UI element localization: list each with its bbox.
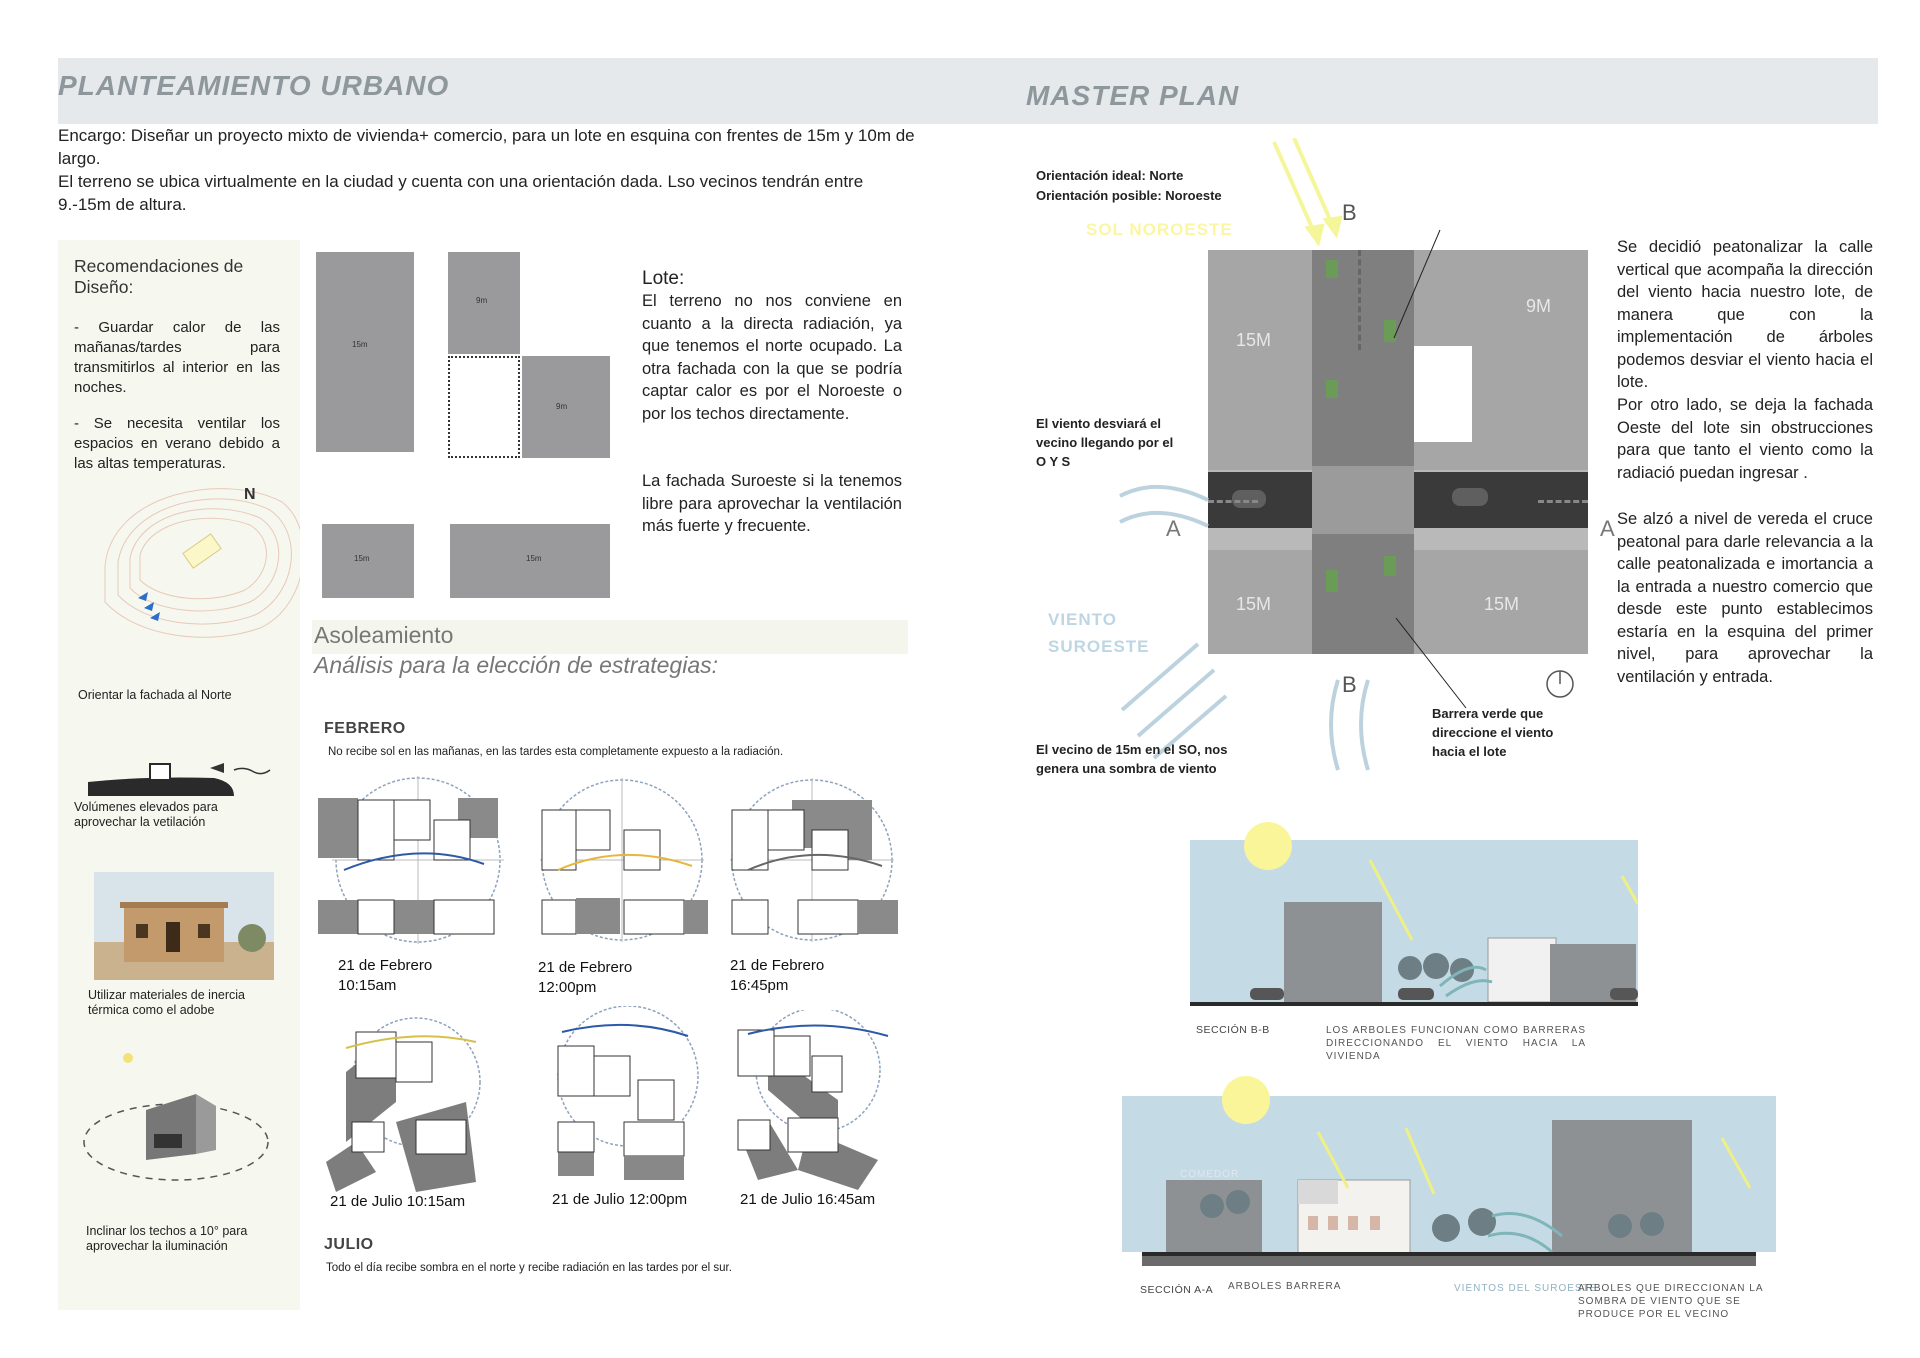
block-tr-height: 9M xyxy=(1526,296,1552,316)
wind-deflect-note: El viento desviará el vecino llegando por el O Y S xyxy=(1036,416,1174,469)
green-barrier-note: Barrera verde que direccione el viento hacia el lote xyxy=(1432,706,1554,759)
jul-note: Todo el día recibe sombra en el norte y recibe radiación en las tardes por el sur. xyxy=(326,1262,732,1274)
lote-paragraph-1: El terreno no nos conviene en cuanto a la directa radiación, ya que tenemos el norte ocupado. La otra fachada con la que se podría captar calor es por el Noroeste o por los techos directamente. xyxy=(642,292,902,423)
asoleamiento-subtitle: Análisis para la elección de estrategias: xyxy=(314,652,719,678)
lote-title: Lote: xyxy=(642,268,685,289)
wind-label-line-2: SUROESTE xyxy=(1048,637,1150,656)
orientation-sketch xyxy=(60,480,300,640)
tree-icon xyxy=(1326,380,1338,398)
sun-diagram-feb-1200 xyxy=(532,770,722,950)
orientation-possible: Orientación posible: Noroeste xyxy=(1036,188,1222,203)
sun-diagram-jul-1015 xyxy=(316,1012,506,1192)
intro-line-2: El terreno se ubica virtualmente en la ciudad y cuenta con una orientación dada. Lso vecinos tendrán entre 9.-15m de altura. xyxy=(58,172,864,214)
section-aa-trees: ARBOLES BARRERA xyxy=(1228,1281,1342,1292)
north-label: N xyxy=(244,486,256,503)
lot-e-label: 15m xyxy=(526,554,542,563)
wind-label-line-1: VIENTO xyxy=(1048,610,1117,629)
lot-b-label: 9m xyxy=(476,296,488,305)
lot-d xyxy=(322,524,414,598)
cut-a-right: A xyxy=(1600,516,1615,541)
date-jul-1645: 21 de Julio 16:45am xyxy=(740,1191,876,1208)
block-br-height: 15M xyxy=(1484,594,1520,614)
cut-a-left: A xyxy=(1166,516,1181,541)
lote-paragraph-2: La fachada Suroeste si la tenemos libre para aprovechar la ventilación más fuerte y frecuente. xyxy=(642,472,902,535)
section-bb-label: SECCIÓN B-B xyxy=(1196,1024,1270,1036)
caption-adobe: Utilizar materiales de inercia térmica como el adobe xyxy=(88,988,246,1017)
date-jul-1015: 21 de Julio 10:15am xyxy=(330,1193,466,1210)
lot-e xyxy=(450,524,610,598)
lot-site xyxy=(448,356,520,458)
caption-orient-north: Orientar la fachada al Norte xyxy=(78,688,232,702)
wind-southwest-label xyxy=(1048,606,1150,660)
section-bb-note: LOS ARBOLES FUNCIONAN COMO BARRERAS DIRECCIONANDO EL VIENTO HACIA LA VIVIENDA xyxy=(1326,1025,1586,1062)
right-paragraph-1: Se decidió peatonalizar la calle vertical que acompaña la dirección del viento hacia nuestro lote, de manera que con la implementación de árboles podemos desviar el viento hacia el lote. xyxy=(1617,238,1873,391)
recommendations-title: Recomendaciones de Diseño: xyxy=(74,256,244,297)
feb-note: No recibe sol en las mañanas, en las tardes esta completamente expuesto a la radiación. xyxy=(328,746,784,758)
intro-line-1: Encargo: Diseñar un proyecto mixto de vivienda+ comercio, para un lote en esquina con frentes de 15m y 10m de largo. xyxy=(58,126,915,168)
comedor-label: COMEDOR xyxy=(1180,1169,1240,1180)
sun-diagram-feb-1645 xyxy=(722,770,912,950)
orientation-ideal: Orientación ideal: Norte xyxy=(1036,168,1184,183)
lot-a-label: 15m xyxy=(352,340,368,349)
intro-text xyxy=(58,124,918,216)
date-feb-1645: 21 de Febrero 16:45pm xyxy=(730,957,825,994)
date-jul-1200: 21 de Julio 12:00pm xyxy=(552,1191,688,1208)
section-line-b xyxy=(1358,250,1361,350)
section-aa-label: SECCIÓN A-A xyxy=(1140,1284,1214,1296)
cut-b-top: B xyxy=(1342,200,1357,225)
sun-diagram-jul-1200 xyxy=(538,1006,708,1186)
page-title-left: PLANTEAMIENTO URBANO xyxy=(58,70,450,101)
jul-label: JULIO xyxy=(324,1236,374,1253)
compass-icon xyxy=(1544,668,1576,700)
lot-d-label: 15m xyxy=(354,554,370,563)
section-aa-wind: VIENTOS DEL SUROESTE xyxy=(1454,1283,1598,1294)
recommendation-2: - Se necesita ventilar los espacios en verano debido a las altas temperaturas. xyxy=(74,415,280,472)
lot-b xyxy=(448,252,520,354)
feb-label: FEBRERO xyxy=(324,720,406,737)
lot-c xyxy=(522,356,610,458)
page-title-right: MASTER PLAN xyxy=(1026,80,1240,111)
cut-b-bottom: B xyxy=(1342,672,1357,697)
right-paragraph-3: Se alzó a nivel de vereda el cruce peatonal para darle relevancia a la calle peatonalizada e imortancia a la entrada a nuestro comercio que desde este punto establecimos estaría en la esquina del primer nivel, para aprovechar la ventilación y entrada. xyxy=(1617,510,1873,686)
right-paragraph-2: Por otro lado, se deja la fachada Oeste del lote sin obstrucciones para que tanto el viento como la radiació puedan ingresar . xyxy=(1617,396,1873,482)
sun-ray-arrows xyxy=(1270,138,1350,248)
section-bb-drawing xyxy=(1190,820,1638,1006)
block-tl-height: 15M xyxy=(1236,330,1272,350)
date-feb-1200: 21 de Febrero 12:00pm xyxy=(538,959,633,996)
tree-icon xyxy=(1326,570,1338,592)
section-line-a-east xyxy=(1538,500,1588,503)
section-aa-note: ARBOLES QUE DIRECCIONAN LA SOMBRA DE VIENTO QUE SE PRODUCE POR EL VECINO xyxy=(1578,1283,1763,1320)
car-icon xyxy=(1232,490,1266,508)
asoleamiento-title: Asoleamiento xyxy=(314,622,454,648)
date-feb-1015: 21 de Febrero 10:15am xyxy=(338,957,433,994)
caption-elevated-volumes: Volúmenes elevados para aprovechar la vetilación xyxy=(74,800,218,829)
elevated-volume-sketch xyxy=(84,752,274,802)
caption-roof-tilt: Inclinar los techos a 10° para aprovechar la iluminación xyxy=(86,1224,248,1253)
lot-a xyxy=(316,252,414,452)
sun-northwest-label: SOL NOROESTE xyxy=(1086,220,1233,239)
adobe-house-photo xyxy=(94,872,274,980)
sun-diagram-jul-1645 xyxy=(728,1010,908,1190)
neighbor-shadow-note: El vecino de 15m en el SO, nos genera una sombra de viento xyxy=(1036,742,1228,776)
roof-tilt-sketch xyxy=(76,1050,276,1200)
wind-arrows-south xyxy=(1318,674,1388,774)
wind-arrows-west xyxy=(1118,476,1218,536)
block-bl-height: 15M xyxy=(1236,594,1272,614)
lot-c-label: 9m xyxy=(556,402,568,411)
sun-diagram-feb-1015 xyxy=(318,770,508,950)
block-top-left xyxy=(1208,250,1312,470)
recommendation-1: - Guardar calor de las mañanas/tardes para transmitirlos al interior en las noches. xyxy=(74,319,280,396)
tree-icon xyxy=(1326,260,1338,278)
